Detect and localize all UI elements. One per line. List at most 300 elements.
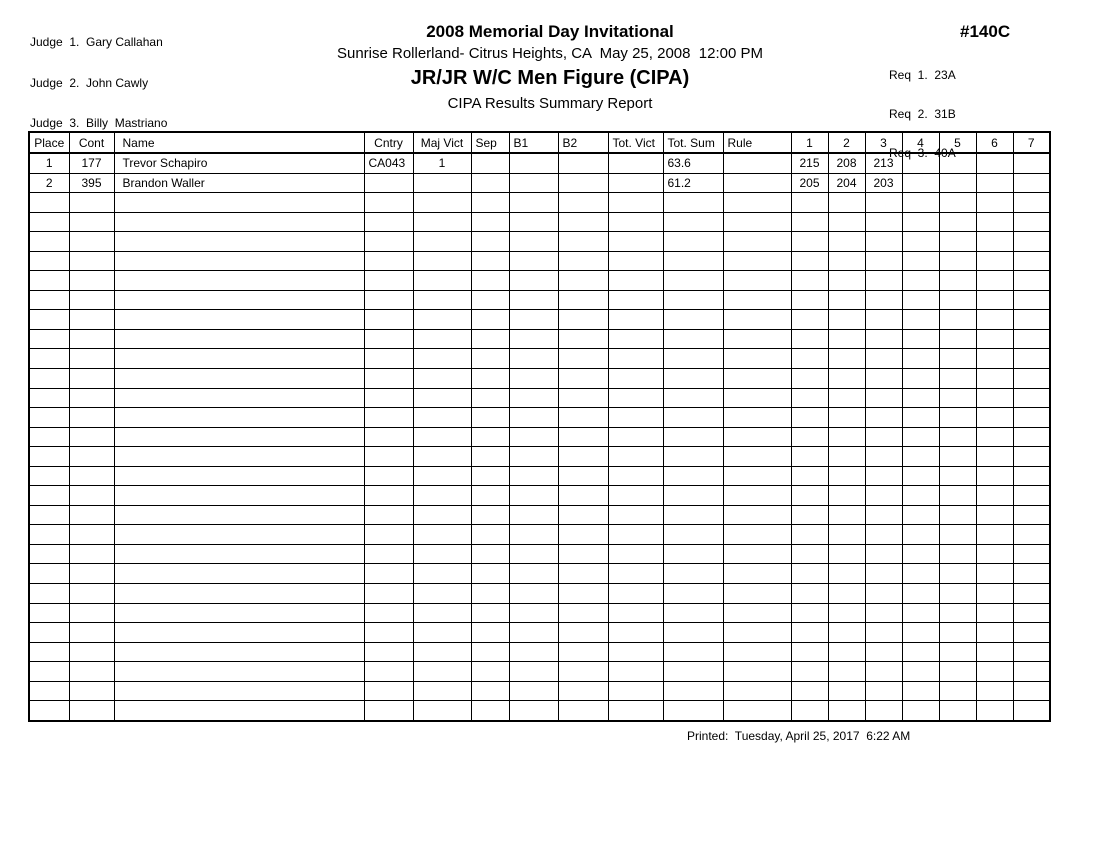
cell-cntry xyxy=(364,349,413,369)
cell-judge-5 xyxy=(939,388,976,408)
cell-b1 xyxy=(509,271,558,291)
cell-maj-vict xyxy=(413,505,471,525)
cell-cont xyxy=(69,212,114,232)
cell-cont xyxy=(69,544,114,564)
cell-judge-5 xyxy=(939,623,976,643)
cell-cntry xyxy=(364,642,413,662)
cell-judge-3 xyxy=(865,642,902,662)
cell-rule xyxy=(723,701,791,721)
cell-judge-5 xyxy=(939,564,976,584)
cell-b2 xyxy=(558,505,608,525)
cell-cntry xyxy=(364,212,413,232)
cell-name xyxy=(114,408,364,428)
cell-place xyxy=(29,290,69,310)
cell-maj-vict xyxy=(413,388,471,408)
cell-cntry xyxy=(364,701,413,721)
empty-row xyxy=(29,701,1050,721)
cell-b2 xyxy=(558,310,608,330)
cell-sep xyxy=(471,584,509,604)
cell-b1 xyxy=(509,466,558,486)
cell-judge-7 xyxy=(1013,466,1050,486)
cell-tot-vict xyxy=(608,408,663,428)
cell-judge-5 xyxy=(939,408,976,428)
empty-row xyxy=(29,427,1050,447)
cell-tot-vict xyxy=(608,329,663,349)
cell-b1 xyxy=(509,642,558,662)
cell-b2 xyxy=(558,408,608,428)
cell-judge-1 xyxy=(791,193,828,213)
cell-tot-sum xyxy=(663,544,723,564)
cell-judge-4 xyxy=(902,466,939,486)
cell-judge-4 xyxy=(902,290,939,310)
cell-judge-6 xyxy=(976,701,1013,721)
cell-judge-4 xyxy=(902,349,939,369)
cell-rule xyxy=(723,408,791,428)
cell-judge-2 xyxy=(828,701,865,721)
cell-name xyxy=(114,447,364,467)
cell-b2 xyxy=(558,193,608,213)
cell-rule xyxy=(723,525,791,545)
cell-cntry xyxy=(364,525,413,545)
cell-name xyxy=(114,603,364,623)
cell-place xyxy=(29,525,69,545)
cell-name xyxy=(114,193,364,213)
cell-maj-vict xyxy=(413,329,471,349)
cell-judge-2 xyxy=(828,603,865,623)
cell-cntry xyxy=(364,369,413,389)
cell-sep xyxy=(471,662,509,682)
cell-rule xyxy=(723,212,791,232)
cell-b1 xyxy=(509,701,558,721)
cell-cont xyxy=(69,427,114,447)
cell-judge-3 xyxy=(865,544,902,564)
cell-judge-6 xyxy=(976,505,1013,525)
cell-tot-sum xyxy=(663,662,723,682)
empty-row xyxy=(29,486,1050,506)
cell-judge-5 xyxy=(939,525,976,545)
cell-b1 xyxy=(509,544,558,564)
cell-judge-3 xyxy=(865,603,902,623)
cell-sep xyxy=(471,271,509,291)
cell-maj-vict xyxy=(413,544,471,564)
cell-name xyxy=(114,271,364,291)
cell-cntry xyxy=(364,329,413,349)
empty-row xyxy=(29,681,1050,701)
cell-judge-1 xyxy=(791,662,828,682)
cell-judge-5 xyxy=(939,153,976,173)
cell-judge-2 xyxy=(828,466,865,486)
cell-tot-sum xyxy=(663,329,723,349)
cell-judge-2 xyxy=(828,623,865,643)
cell-judge-2 xyxy=(828,584,865,604)
cell-judge-3 xyxy=(865,408,902,428)
cell-judge-5 xyxy=(939,173,976,193)
col-header-judge-3: 3 xyxy=(865,132,902,153)
cell-place xyxy=(29,466,69,486)
cell-cntry xyxy=(364,681,413,701)
cell-judge-6 xyxy=(976,662,1013,682)
cell-name xyxy=(114,310,364,330)
cell-rule xyxy=(723,486,791,506)
cell-cont xyxy=(69,290,114,310)
cell-judge-4 xyxy=(902,193,939,213)
results-table xyxy=(28,131,1051,722)
cell-name xyxy=(114,584,364,604)
cell-maj-vict xyxy=(413,623,471,643)
cell-judge-5 xyxy=(939,193,976,213)
cell-judge-7 xyxy=(1013,153,1050,173)
cell-judge-1 xyxy=(791,271,828,291)
cell-judge-7 xyxy=(1013,369,1050,389)
cell-name xyxy=(114,427,364,447)
empty-row xyxy=(29,310,1050,330)
cell-tot-vict xyxy=(608,564,663,584)
cell-cntry xyxy=(364,290,413,310)
cell-tot-sum xyxy=(663,525,723,545)
cell-maj-vict xyxy=(413,290,471,310)
cell-judge-3 xyxy=(865,564,902,584)
cell-tot-sum xyxy=(663,466,723,486)
empty-row xyxy=(29,193,1050,213)
cell-judge-7 xyxy=(1013,505,1050,525)
cell-b2 xyxy=(558,173,608,193)
cell-rule xyxy=(723,544,791,564)
cell-judge-5 xyxy=(939,466,976,486)
cell-cntry xyxy=(364,310,413,330)
cell-tot-sum xyxy=(663,564,723,584)
cell-cont xyxy=(69,584,114,604)
cell-maj-vict xyxy=(413,369,471,389)
cell-cntry xyxy=(364,603,413,623)
empty-row xyxy=(29,525,1050,545)
cell-sep xyxy=(471,310,509,330)
cell-tot-vict xyxy=(608,486,663,506)
cell-judge-6 xyxy=(976,212,1013,232)
cell-name xyxy=(114,369,364,389)
cell-tot-sum xyxy=(663,408,723,428)
col-header-judge-2: 2 xyxy=(828,132,865,153)
cell-sep xyxy=(471,329,509,349)
empty-row xyxy=(29,329,1050,349)
cell-judge-4 xyxy=(902,153,939,173)
col-header-judge-7: 7 xyxy=(1013,132,1050,153)
cell-maj-vict xyxy=(413,271,471,291)
cell-b2 xyxy=(558,701,608,721)
table-header-row xyxy=(29,132,1050,153)
col-header-judge-1: 1 xyxy=(791,132,828,153)
cell-judge-1 xyxy=(791,681,828,701)
cell-b1 xyxy=(509,310,558,330)
cell-judge-6 xyxy=(976,193,1013,213)
cell-place xyxy=(29,369,69,389)
cell-name xyxy=(114,388,364,408)
cell-b2 xyxy=(558,349,608,369)
cell-maj-vict xyxy=(413,232,471,252)
cell-b2 xyxy=(558,290,608,310)
cell-tot-vict xyxy=(608,623,663,643)
cell-judge-6 xyxy=(976,486,1013,506)
cell-judge-4 xyxy=(902,212,939,232)
cell-judge-1: 205 xyxy=(791,173,828,193)
report-title: CIPA Results Summary Report xyxy=(447,95,653,112)
cell-b2 xyxy=(558,544,608,564)
cell-tot-vict xyxy=(608,193,663,213)
cell-place xyxy=(29,642,69,662)
cell-judge-6 xyxy=(976,369,1013,389)
col-header-name: Name xyxy=(114,132,364,153)
cell-judge-1 xyxy=(791,623,828,643)
cell-judge-5 xyxy=(939,251,976,271)
cell-b2 xyxy=(558,212,608,232)
cell-judge-6 xyxy=(976,603,1013,623)
cell-name xyxy=(114,701,364,721)
cell-cntry xyxy=(364,584,413,604)
cell-sep xyxy=(471,525,509,545)
cell-name xyxy=(114,349,364,369)
cell-judge-3 xyxy=(865,466,902,486)
cell-b2 xyxy=(558,329,608,349)
cell-judge-6 xyxy=(976,525,1013,545)
cell-judge-7 xyxy=(1013,290,1050,310)
cell-sep xyxy=(471,544,509,564)
cell-judge-3 xyxy=(865,329,902,349)
cell-rule xyxy=(723,349,791,369)
cell-judge-2 xyxy=(828,369,865,389)
cell-cont xyxy=(69,701,114,721)
cell-b1 xyxy=(509,232,558,252)
empty-row xyxy=(29,662,1050,682)
cell-rule xyxy=(723,153,791,173)
cell-name xyxy=(114,681,364,701)
cell-maj-vict xyxy=(413,701,471,721)
cell-cntry xyxy=(364,623,413,643)
cell-judge-6 xyxy=(976,153,1013,173)
cell-b1 xyxy=(509,525,558,545)
cell-judge-7 xyxy=(1013,486,1050,506)
cell-judge-2 xyxy=(828,681,865,701)
cell-name xyxy=(114,486,364,506)
cell-cntry xyxy=(364,505,413,525)
cell-maj-vict xyxy=(413,642,471,662)
cell-tot-sum xyxy=(663,681,723,701)
cell-place xyxy=(29,681,69,701)
cell-maj-vict xyxy=(413,193,471,213)
cell-judge-6 xyxy=(976,173,1013,193)
cell-tot-sum xyxy=(663,232,723,252)
cell-judge-5 xyxy=(939,290,976,310)
cell-place: 2 xyxy=(29,173,69,193)
cell-name xyxy=(114,505,364,525)
cell-judge-7 xyxy=(1013,310,1050,330)
col-header-maj-vict: Maj Vict xyxy=(413,132,471,153)
cell-judge-7 xyxy=(1013,212,1050,232)
cell-maj-vict xyxy=(413,427,471,447)
cell-judge-5 xyxy=(939,310,976,330)
cell-judge-3 xyxy=(865,212,902,232)
cell-judge-3 xyxy=(865,486,902,506)
cell-judge-1 xyxy=(791,505,828,525)
cell-maj-vict xyxy=(413,584,471,604)
cell-judge-2 xyxy=(828,642,865,662)
cell-judge-4 xyxy=(902,329,939,349)
cell-b2 xyxy=(558,447,608,467)
req-1-line: Req 1. 23A xyxy=(889,68,956,82)
cell-b2 xyxy=(558,251,608,271)
cell-place xyxy=(29,564,69,584)
cell-judge-1 xyxy=(791,408,828,428)
cell-judge-7 xyxy=(1013,193,1050,213)
cell-tot-sum: 61.2 xyxy=(663,173,723,193)
cell-judge-3 xyxy=(865,505,902,525)
cell-judge-2 xyxy=(828,290,865,310)
col-header-b1: B1 xyxy=(509,132,558,153)
cell-cntry xyxy=(364,388,413,408)
cell-cntry xyxy=(364,232,413,252)
cell-judge-1 xyxy=(791,329,828,349)
cell-cntry xyxy=(364,271,413,291)
cell-judge-2: 204 xyxy=(828,173,865,193)
cell-name xyxy=(114,544,364,564)
cell-tot-vict xyxy=(608,603,663,623)
cell-rule xyxy=(723,173,791,193)
cell-judge-2 xyxy=(828,427,865,447)
cell-b1 xyxy=(509,251,558,271)
cell-judge-7 xyxy=(1013,701,1050,721)
cell-maj-vict xyxy=(413,349,471,369)
cell-b1 xyxy=(509,193,558,213)
cell-place xyxy=(29,408,69,428)
cell-cont xyxy=(69,525,114,545)
cell-tot-vict xyxy=(608,290,663,310)
cell-b1 xyxy=(509,681,558,701)
cell-tot-vict xyxy=(608,466,663,486)
cell-maj-vict xyxy=(413,251,471,271)
cell-judge-4 xyxy=(902,369,939,389)
cell-judge-2 xyxy=(828,525,865,545)
cell-cntry xyxy=(364,447,413,467)
cell-sep xyxy=(471,369,509,389)
cell-judge-7 xyxy=(1013,584,1050,604)
cell-maj-vict xyxy=(413,564,471,584)
cell-b2 xyxy=(558,486,608,506)
cell-tot-vict xyxy=(608,173,663,193)
cell-judge-7 xyxy=(1013,662,1050,682)
cell-judge-4 xyxy=(902,623,939,643)
cell-b1 xyxy=(509,603,558,623)
cell-judge-7 xyxy=(1013,681,1050,701)
cell-judge-2 xyxy=(828,564,865,584)
cell-judge-6 xyxy=(976,232,1013,252)
cell-judge-5 xyxy=(939,232,976,252)
cell-judge-2 xyxy=(828,310,865,330)
results-table-wrap xyxy=(28,131,1051,722)
cell-place xyxy=(29,388,69,408)
cell-b2 xyxy=(558,427,608,447)
cell-cont xyxy=(69,486,114,506)
cell-judge-1 xyxy=(791,290,828,310)
cell-rule xyxy=(723,388,791,408)
cell-judge-5 xyxy=(939,584,976,604)
cell-judge-7 xyxy=(1013,329,1050,349)
cell-sep xyxy=(471,212,509,232)
cell-maj-vict xyxy=(413,310,471,330)
cell-tot-sum xyxy=(663,193,723,213)
cell-judge-2 xyxy=(828,447,865,467)
cell-cntry xyxy=(364,544,413,564)
cell-rule xyxy=(723,603,791,623)
cell-judge-2 xyxy=(828,251,865,271)
cell-tot-sum xyxy=(663,505,723,525)
cell-b1 xyxy=(509,329,558,349)
cell-judge-7 xyxy=(1013,544,1050,564)
req-2-line: Req 2. 31B xyxy=(889,107,956,121)
empty-row xyxy=(29,584,1050,604)
cell-judge-1 xyxy=(791,642,828,662)
cell-b2 xyxy=(558,153,608,173)
cell-sep xyxy=(471,173,509,193)
cell-judge-6 xyxy=(976,388,1013,408)
col-header-place: Place xyxy=(29,132,69,153)
cell-judge-4 xyxy=(902,681,939,701)
cell-judge-6 xyxy=(976,271,1013,291)
cell-b1 xyxy=(509,349,558,369)
cell-b1 xyxy=(509,427,558,447)
cell-sep xyxy=(471,603,509,623)
cell-cntry xyxy=(364,466,413,486)
cell-judge-3 xyxy=(865,427,902,447)
cell-cont xyxy=(69,271,114,291)
cell-place xyxy=(29,603,69,623)
cell-b2 xyxy=(558,642,608,662)
col-header-rule: Rule xyxy=(723,132,791,153)
cell-rule xyxy=(723,584,791,604)
cell-judge-5 xyxy=(939,681,976,701)
cell-judge-5 xyxy=(939,369,976,389)
cell-maj-vict xyxy=(413,447,471,467)
cell-judge-5 xyxy=(939,662,976,682)
cell-judge-1 xyxy=(791,486,828,506)
cell-judge-2 xyxy=(828,486,865,506)
cell-judge-3 xyxy=(865,662,902,682)
cell-judge-4 xyxy=(902,427,939,447)
cell-sep xyxy=(471,232,509,252)
cell-b1 xyxy=(509,662,558,682)
empty-row xyxy=(29,505,1050,525)
cell-judge-6 xyxy=(976,427,1013,447)
cell-tot-sum xyxy=(663,642,723,662)
cell-rule xyxy=(723,466,791,486)
cell-sep xyxy=(471,564,509,584)
judge-2-line: Judge 2. John Cawly xyxy=(30,75,149,90)
col-header-tot-vict: Tot. Vict xyxy=(608,132,663,153)
cell-judge-7 xyxy=(1013,173,1050,193)
cell-tot-vict xyxy=(608,310,663,330)
cell-b2 xyxy=(558,388,608,408)
cell-b1 xyxy=(509,486,558,506)
cell-cntry xyxy=(364,427,413,447)
cell-judge-3 xyxy=(865,271,902,291)
cell-b2 xyxy=(558,271,608,291)
cell-tot-vict xyxy=(608,447,663,467)
cell-cont xyxy=(69,232,114,252)
cell-judge-4 xyxy=(902,525,939,545)
cell-cont xyxy=(69,564,114,584)
cell-sep xyxy=(471,349,509,369)
cell-judge-2 xyxy=(828,212,865,232)
cell-judge-4 xyxy=(902,486,939,506)
cell-rule xyxy=(723,642,791,662)
cell-b1 xyxy=(509,408,558,428)
